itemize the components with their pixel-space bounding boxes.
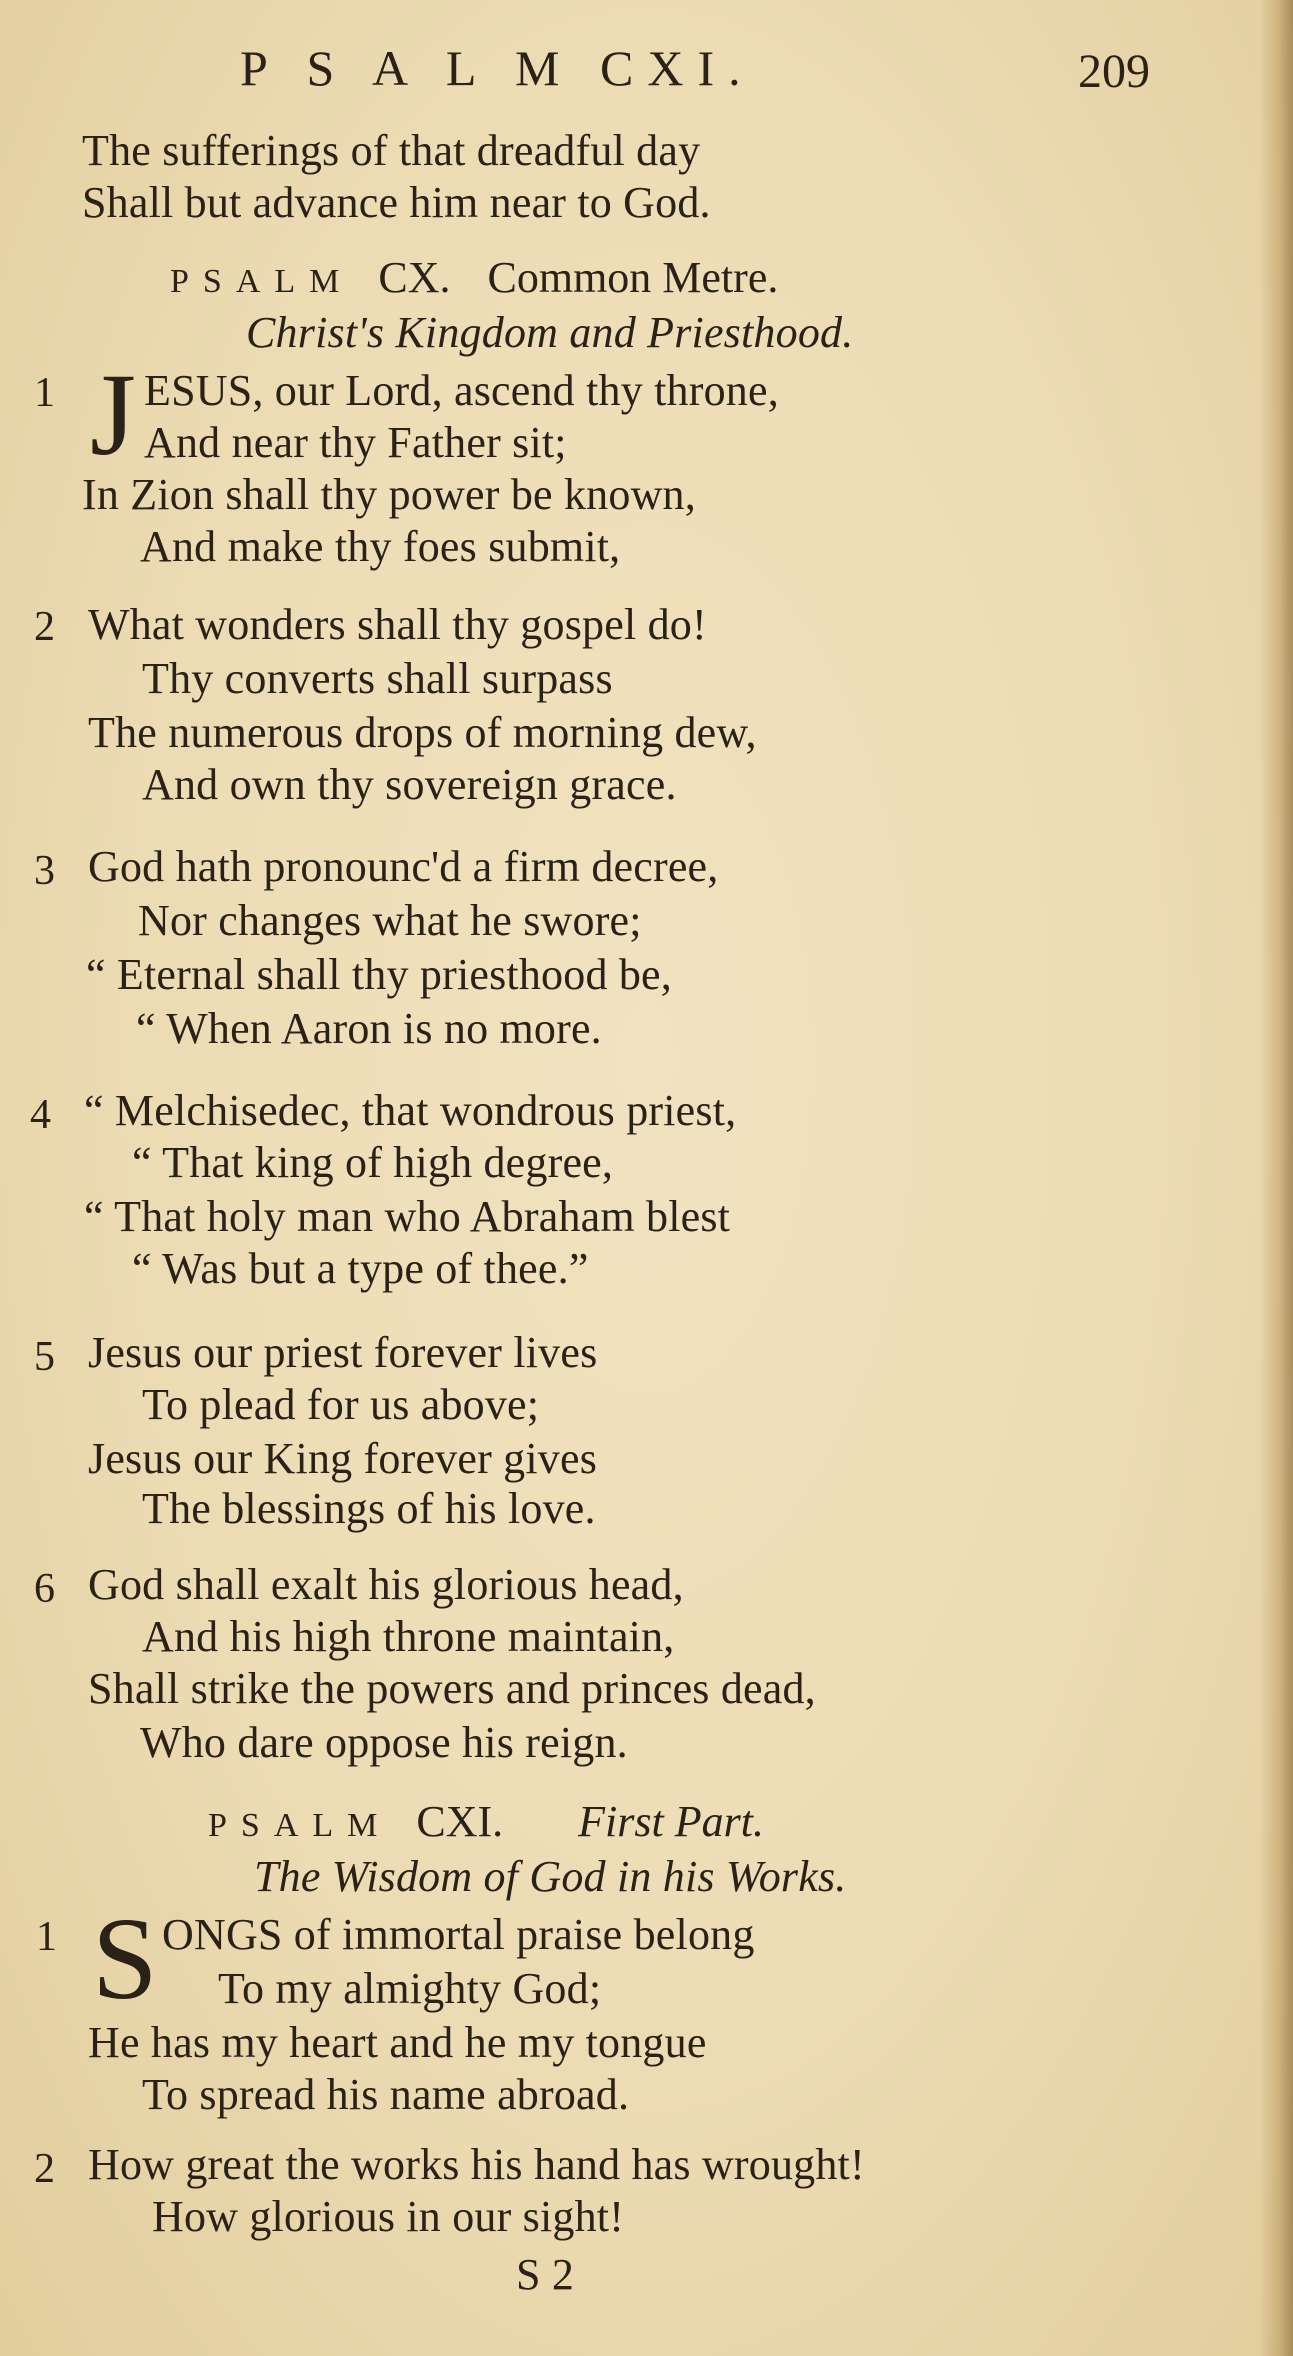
psalm-cx-heading [170,252,778,308]
verse-line: “ That holy man who Abraham blest [84,1192,731,1241]
psalm-cx-metre: Common Metre. [487,253,779,302]
verse-line: “ Melchisedec, that wondrous priest, [84,1086,737,1135]
verse-line: He has my heart and he my tongue [88,2018,707,2067]
verse-line: How glorious in our sight! [152,2192,625,2241]
verse-line: God hath pronounc'd a firm decree, [88,842,719,891]
page-edge [1259,0,1293,2356]
verse-line: Jesus our King forever gives [88,1434,598,1483]
psalm-cxi-heading [208,1796,764,1852]
verse-line: To spread his name abroad. [142,2070,630,2119]
verse-line: The numerous drops of morning dew, [88,708,757,757]
verse-number: 2 [34,604,55,650]
verse-line: To plead for us above; [142,1380,540,1429]
running-title: P S A L M CXI. [240,40,755,96]
psalm-cxi-title-word: PSALM [208,1807,392,1844]
verse-line: “ Eternal shall thy priesthood be, [86,950,672,999]
verse-line: ESUS, our Lord, ascend thy throne, [144,366,779,415]
verse-line: Shall strike the powers and princes dead, [88,1664,816,1713]
carryover-line-1: The sufferings of that dreadful day [82,126,701,175]
verse-line: ONGS of immortal praise belong [162,1910,755,1959]
psalm-cxi-subtitle: The Wisdom of God in his Works. [254,1852,847,1901]
psalm-cxi-part: First Part. [578,1797,764,1846]
psalm-cx-title-word: PSALM [170,263,354,300]
verse-number: 5 [34,1334,55,1380]
verse-line: And make thy foes submit, [140,522,621,571]
carryover-line-2: Shall but advance him near to God. [82,178,711,227]
verse-line: God shall exalt his glorious head, [88,1560,684,1609]
psalm-cxi-title-number: CXI. [416,1797,504,1846]
psalm-cx-title-number: CX. [378,253,451,302]
verse-line: Jesus our priest forever lives [88,1328,598,1377]
verse-number: 1 [34,370,55,416]
verse-line: “ That king of high degree, [132,1138,614,1187]
verse-line: What wonders shall thy gospel do! [88,600,707,649]
verse-line: And his high throne maintain, [142,1612,675,1661]
verse-number: 1 [36,1914,57,1960]
verse-line: “ Was but a type of thee.” [132,1244,589,1293]
verse-number: 3 [34,848,55,894]
verse-line: In Zion shall thy power be known, [82,470,696,519]
psalm-cx-subtitle: Christ's Kingdom and Priesthood. [246,308,854,357]
verse-number: 2 [34,2146,55,2192]
verse-line: Who dare oppose his reign. [140,1718,628,1767]
drop-cap-j: J [90,349,136,480]
verse-line: How great the works his hand has wrought! [88,2140,865,2189]
verse-number: 6 [34,1566,55,1612]
printer-signature: S 2 [516,2250,575,2299]
page-number: 209 [1078,45,1150,98]
verse-line: And near thy Father sit; [144,418,567,467]
verse-line: And own thy sovereign grace. [142,760,677,809]
drop-cap-s: S [92,1893,158,2024]
verse-line: To my almighty God; [218,1964,602,2013]
verse-line: The blessings of his love. [142,1484,596,1533]
verse-line: “ When Aaron is no more. [136,1004,602,1053]
verse-line: Thy converts shall surpass [142,654,613,703]
verse-number: 4 [30,1092,51,1138]
verse-line: Nor changes what he swore; [138,896,642,945]
